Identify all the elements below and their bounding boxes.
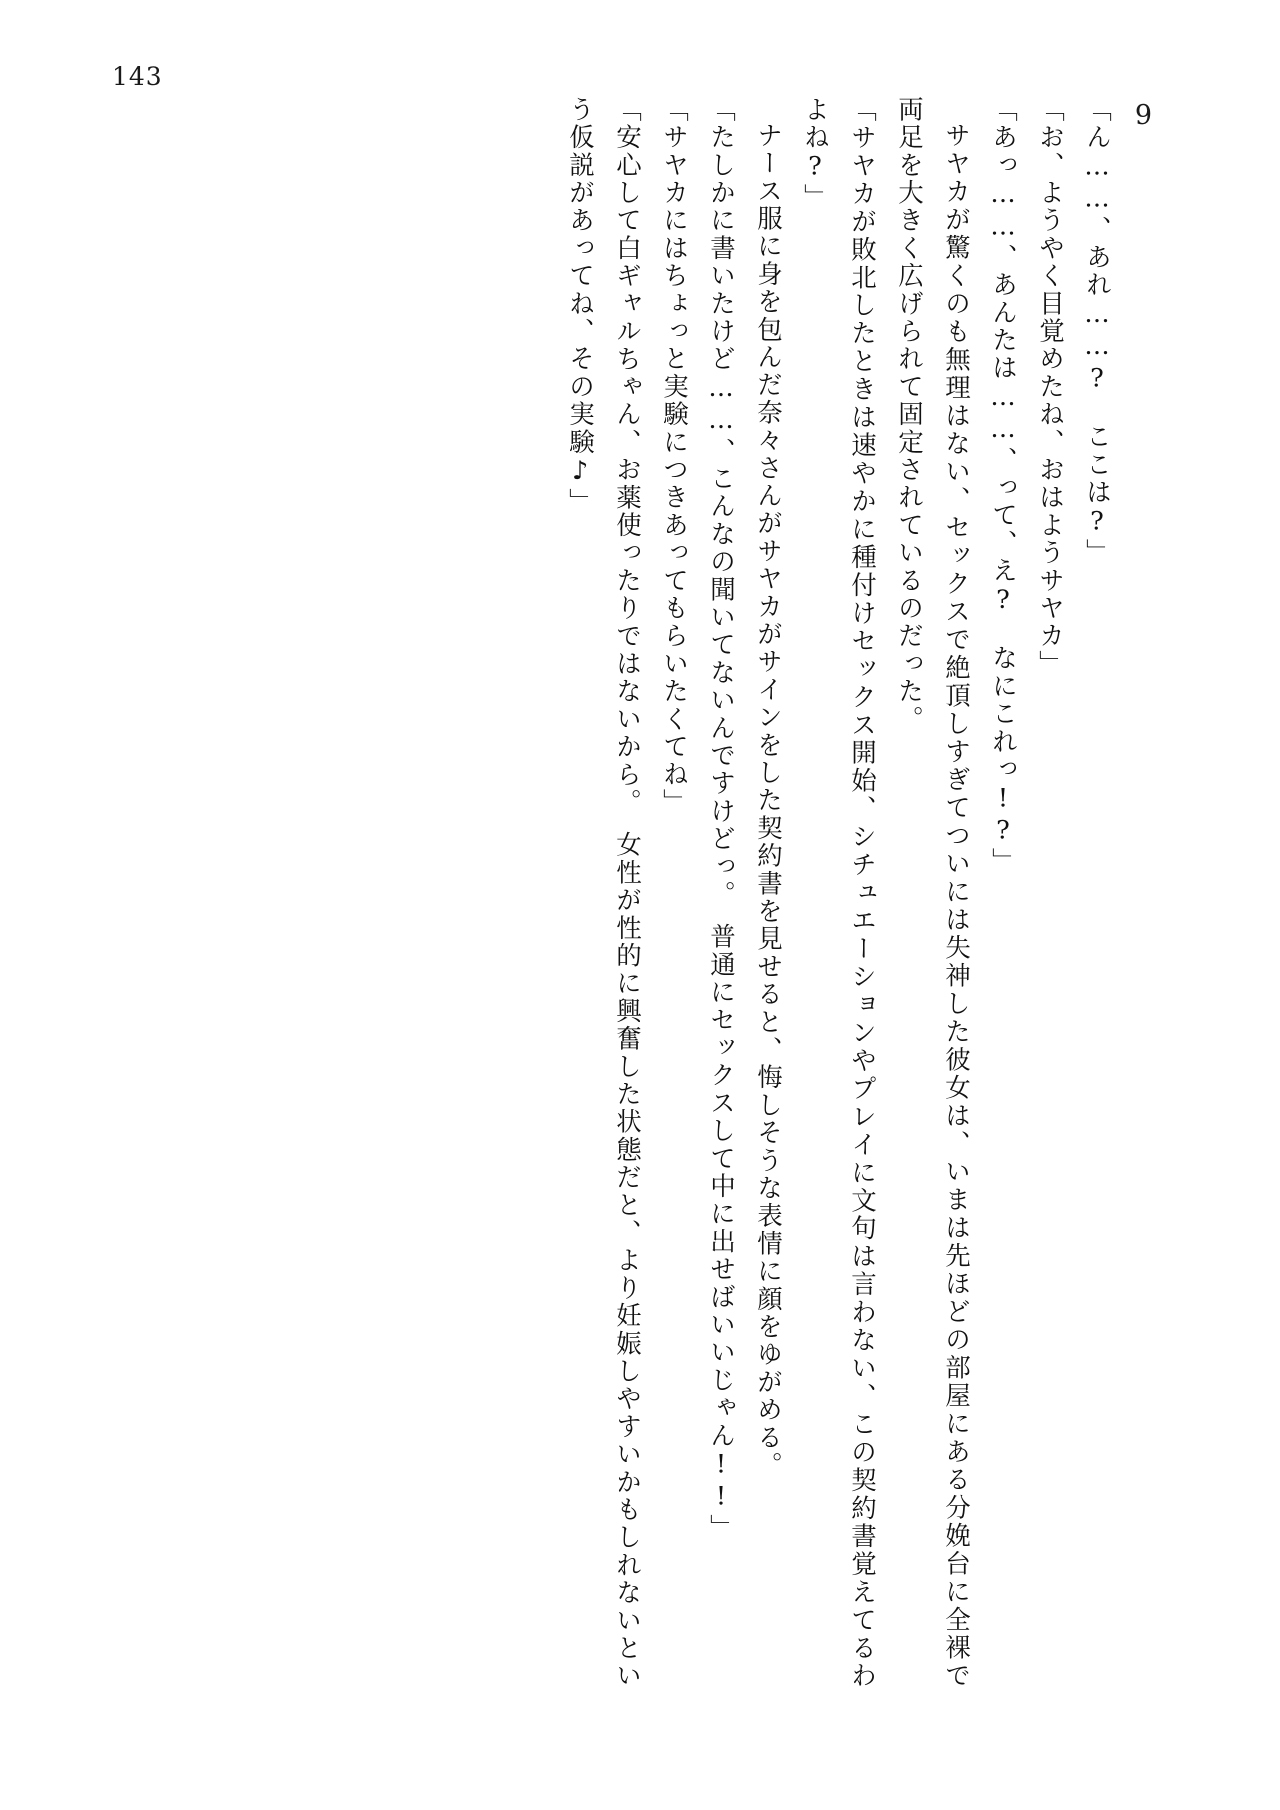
body-paragraph: 「たしかに書いたけど……、こんなの聞いてないんですけどっ。 普通にセックスして中に出せばいいじゃん!!」: [706, 96, 736, 1542]
body-paragraph: 「あっ……、あんたは……、って、え? なにこれっ!?」: [988, 96, 1018, 876]
body-paragraph: 「サヤカにはちょっと実験につきあってもらいたくてね」: [659, 96, 689, 817]
body-paragraph: 「安心して白ギャルちゃん、お薬使ったりではないから。 女性が性的に興奮した状態だと、より妊娠しやすいかもしれないという仮説があってね、その実験♪」: [565, 96, 642, 1690]
body-paragraph: 「ん……、あれ……? ここは?」: [1082, 96, 1112, 567]
body-paragraph: サヤカが驚くのも無理はない、セックスで絶頂しすぎてついには失神した彼女は、いまは先ほどの部屋にある分娩台に全裸で両足を大きく広げられて固定されているのだった。: [894, 96, 971, 1690]
page-number: 143: [112, 62, 163, 91]
body-paragraph: 「サヤカが敗北したときは速やかに種付けセックス開始、シチュエーションやプレイに文句は言わない、この契約書覚えてるわよね?」: [800, 96, 877, 1690]
page-body-text: [108, 96, 1120, 1690]
body-paragraph: ナース服に身を包んだ奈々さんがサヤカがサインをした契約書を見せると、悔しそうな表情に顔をゆがめる。: [753, 122, 783, 1480]
chapter-number: 9: [1134, 100, 1152, 131]
body-paragraph: 「お、ようやく目覚めたね、おはようサヤカ」: [1035, 96, 1065, 678]
